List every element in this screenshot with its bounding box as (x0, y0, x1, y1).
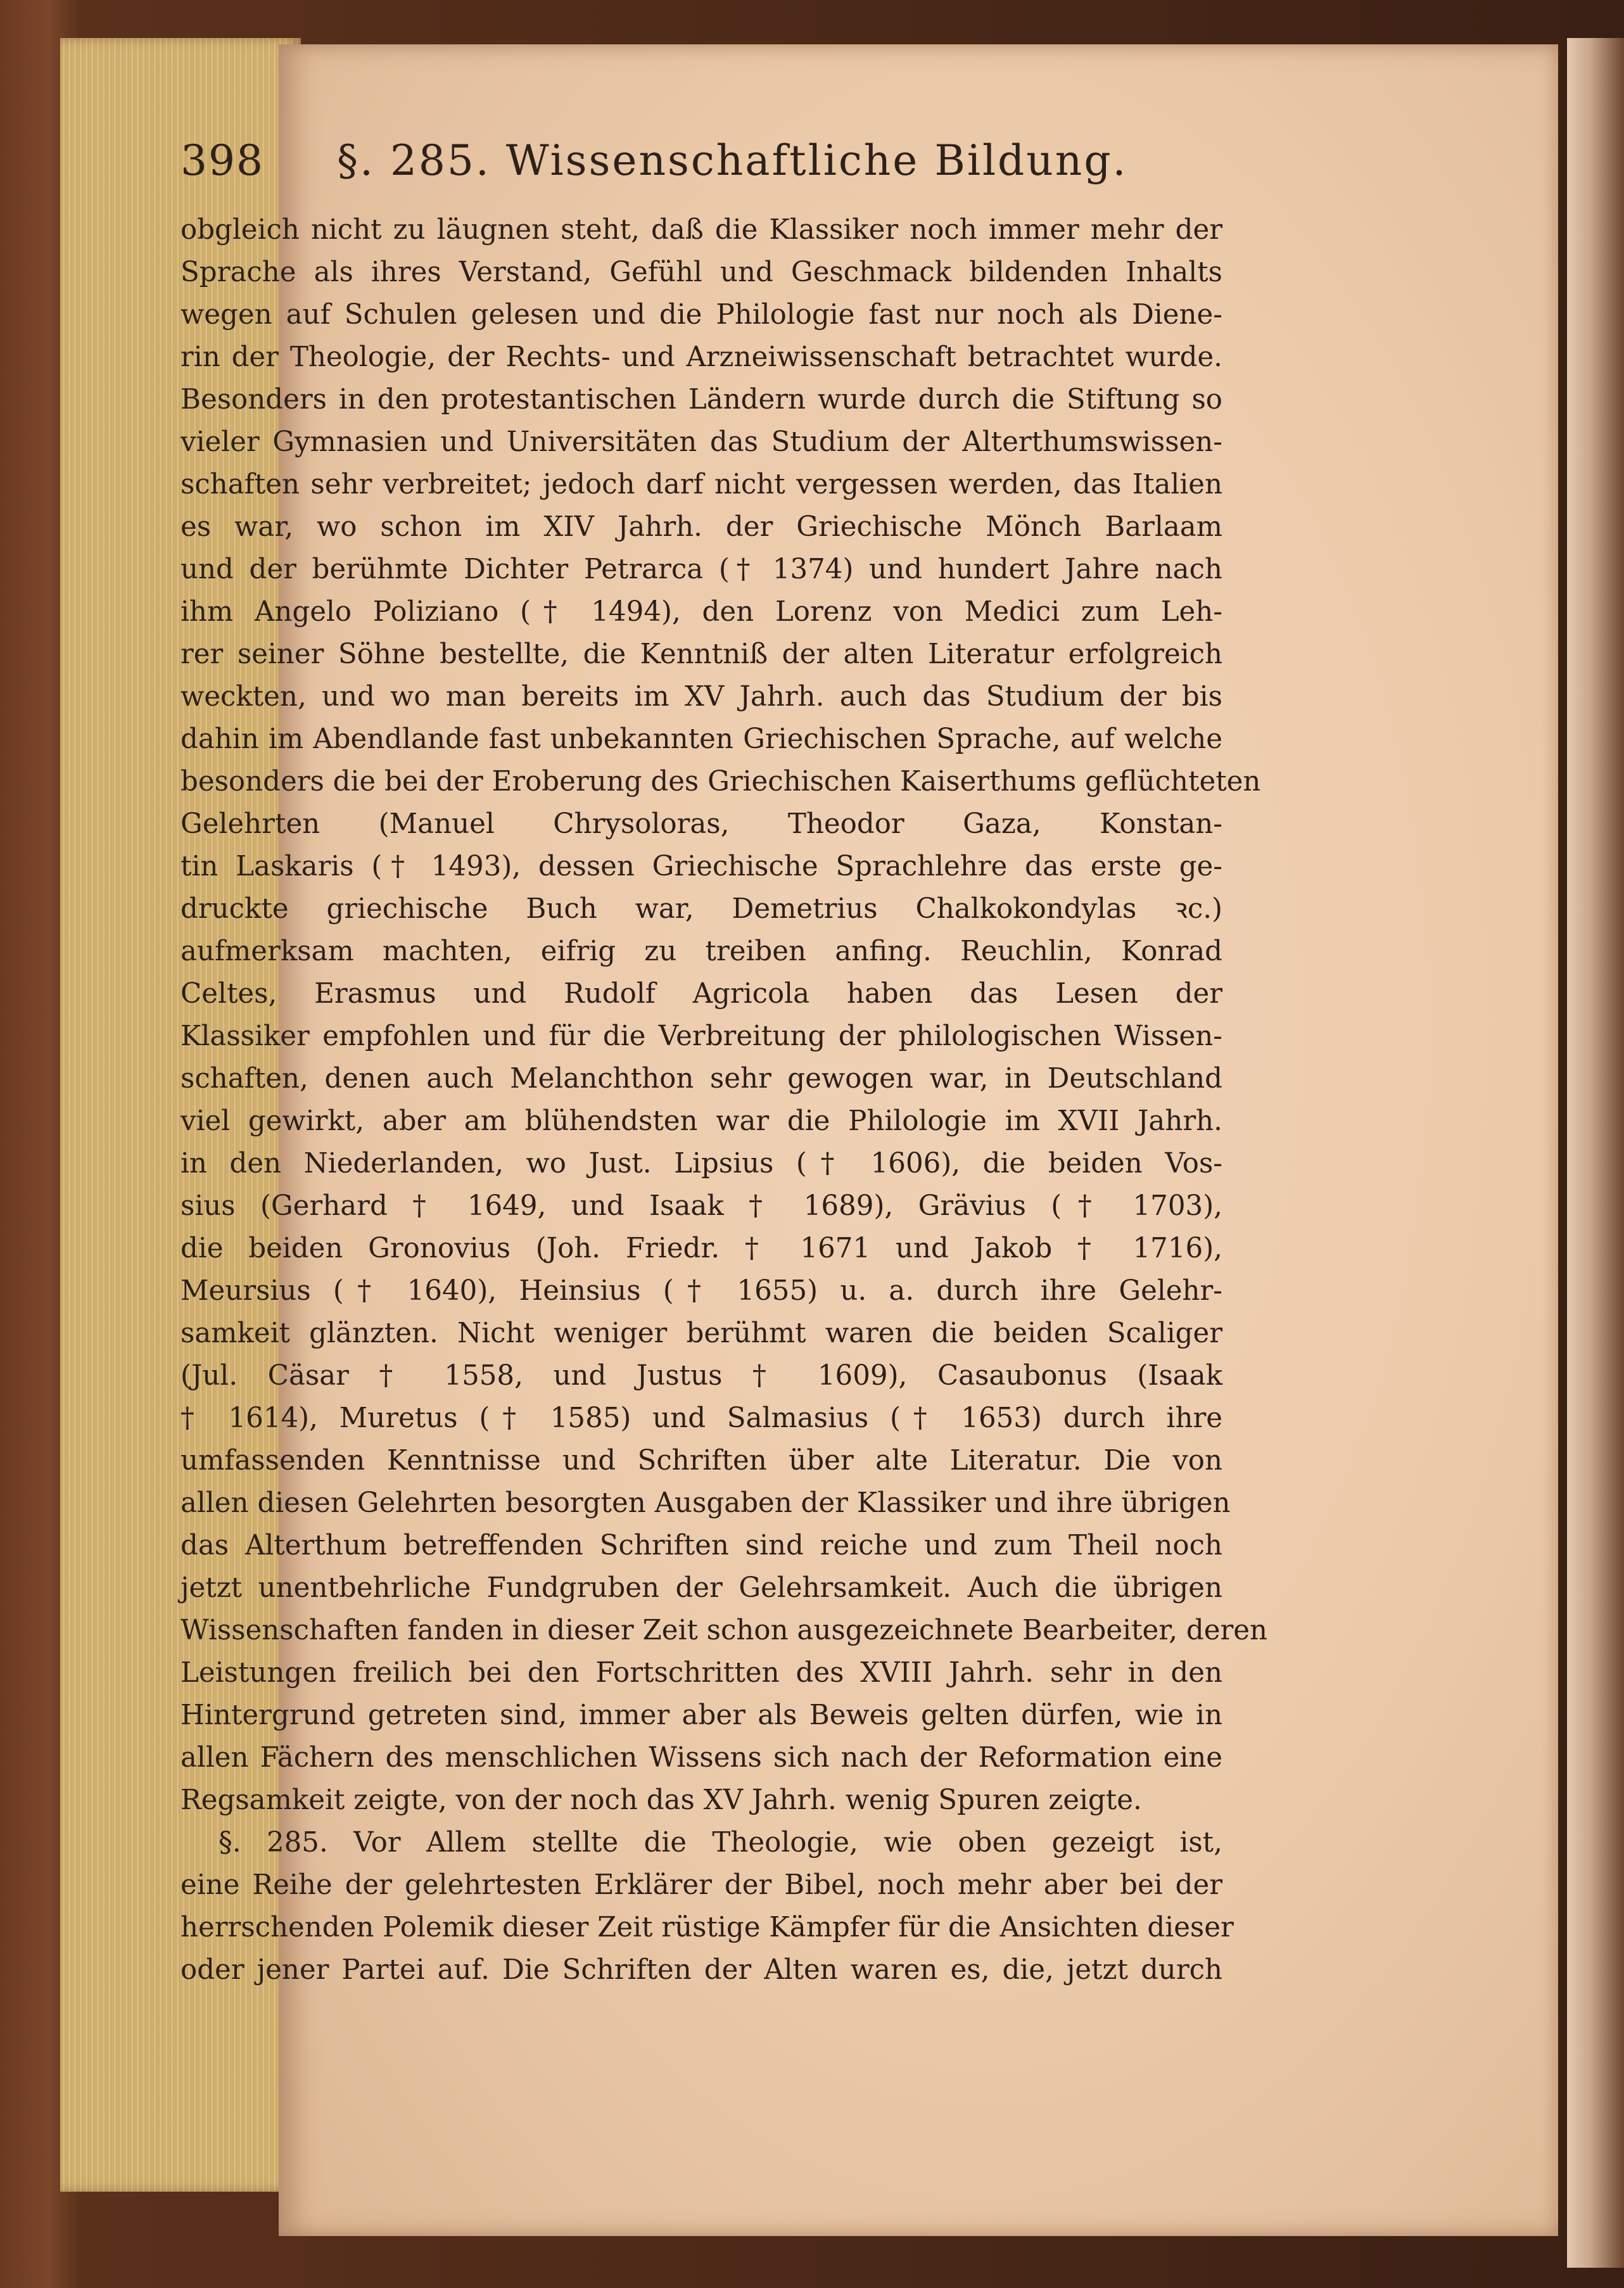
running-title: §. 285. Wissenschaftliche Bildung. (336, 136, 1128, 185)
text-line: die beiden Gronovius (Joh. Friedr. † 1671 und Jakob † 1716), (181, 1233, 1222, 1264)
text-line: ihm Angelo Poliziano († 1494), den Lorenz von Medici zum Leh- (181, 596, 1222, 628)
body-text (181, 209, 1268, 1992)
text-line: (Jul. Cäsar † 1558, und Justus † 1609), Casaubonus (Isaak (181, 1360, 1222, 1392)
text-line: Wissenschaften fanden in dieser Zeit schon ausgezeichnete Bearbeiter, deren (181, 1615, 1268, 1646)
page-number: 398 (181, 136, 264, 185)
text-line: wegen auf Schulen gelesen und die Philologie fast nur noch als Diene- (181, 299, 1222, 331)
text-line: in den Niederlanden, wo Just. Lipsius († 1606), die beiden Vos- (181, 1148, 1222, 1179)
text-line: obgleich nicht zu läugnen steht, daß die Klassiker noch immer mehr der (181, 214, 1222, 246)
text-line: tin Laskaris († 1493), dessen Griechische Sprachlehre das erste ge- (181, 851, 1222, 882)
text-line: samkeit glänzten. Nicht weniger berühmt waren die beiden Scaliger (181, 1318, 1222, 1349)
text-line: viel gewirkt, aber am blühendsten war die Philologie im XVII Jahrh. (181, 1105, 1222, 1137)
text-line: besonders die bei der Eroberung des Griechischen Kaiserthums geflüchteten (181, 766, 1261, 798)
text-line: allen diesen Gelehrten besorgten Ausgaben der Klassiker und ihre übrigen (181, 1487, 1231, 1519)
text-line: Gelehrten (Manuel Chrysoloras, Theodor Gaza, Konstan- (181, 808, 1222, 840)
text-line: schaften, denen auch Melanchthon sehr gewogen war, in Deutschland (181, 1063, 1222, 1095)
text-line: aufmerksam machten, eifrig zu treiben anfing. Reuchlin, Konrad (181, 936, 1222, 967)
text-line: umfassenden Kenntnisse und Schriften über alte Literatur. Die von (181, 1445, 1222, 1477)
text-line: und der berühmte Dichter Petrarca († 1374) und hundert Jahre nach (181, 554, 1222, 585)
text-line: Celtes, Erasmus und Rudolf Agricola haben das Lesen der (181, 978, 1222, 1010)
text-line: eine Reihe der gelehrtesten Erklärer der Bibel, noch mehr aber bei der (181, 1869, 1222, 1901)
text-line: Meursius († 1640), Heinsius († 1655) u. a. durch ihre Gelehr- (181, 1275, 1222, 1307)
text-line: Sprache als ihres Verstand, Gefühl und Geschmack bildenden Inhalts (181, 257, 1222, 288)
text-line: rin der Theologie, der Rechts- und Arzneiwissenschaft betrachtet wurde. (181, 341, 1222, 373)
text-line: Besonders in den protestantischen Ländern wurde durch die Stiftung so (181, 384, 1222, 416)
text-line: Leistungen freilich bei den Fortschritten des XVIII Jahrh. sehr in den (181, 1657, 1222, 1689)
text-line: herrschenden Polemik dieser Zeit rüstige Kämpfer für die Ansichten dieser (181, 1912, 1234, 1943)
text-line: Regsamkeit zeigte, von der noch das XV Jahrh. wenig Spuren zeigte. (181, 1784, 1142, 1816)
text-line: Klassiker empfohlen und für die Verbreitung der philologischen Wissen- (181, 1020, 1222, 1052)
facing-page-edge (1567, 38, 1624, 2268)
text-line: es war, wo schon im XIV Jahrh. der Griechische Mönch Barlaam (181, 511, 1222, 543)
text-line: jetzt unentbehrliche Fundgruben der Gelehrsamkeit. Auch die übrigen (181, 1572, 1222, 1604)
text-line: schaften sehr verbreitet; jedoch darf nicht vergessen werden, das Italien (181, 469, 1222, 500)
page-header (181, 136, 1219, 206)
text-line: Hintergrund getreten sind, immer aber als Beweis gelten dürfen, wie in (181, 1700, 1222, 1731)
section-start-line: §. 285. Vor Allem stellte die Theologie, wie oben gezeigt ist, (219, 1827, 1222, 1859)
text-line: dahin im Abendlande fast unbekannten Griechischen Sprache, auf welche (181, 723, 1222, 755)
text-line: allen Fächern des menschlichen Wissens sich nach der Reformation eine (181, 1742, 1222, 1774)
text-line: † 1614), Muretus († 1585) und Salmasius († 1653) durch ihre (181, 1402, 1222, 1434)
text-line: rer seiner Söhne bestellte, die Kenntniß der alten Literatur erfolgreich (181, 639, 1222, 670)
text-line: weckten, und wo man bereits im XV Jahrh. auch das Studium der bis (181, 681, 1222, 713)
text-line: vieler Gymnasien und Universitäten das Studium der Alterthumswissen- (181, 426, 1222, 458)
text-line: oder jener Partei auf. Die Schriften der Alten waren es, die, jetzt durch (181, 1954, 1222, 1986)
text-line: druckte griechische Buch war, Demetrius Chalkokondylas ꝛc.) (181, 893, 1222, 925)
text-line: das Alterthum betreffenden Schriften sind reiche und zum Theil noch (181, 1530, 1222, 1561)
text-line: sius (Gerhard † 1649, und Isaak † 1689), Grävius († 1703), (181, 1190, 1222, 1222)
